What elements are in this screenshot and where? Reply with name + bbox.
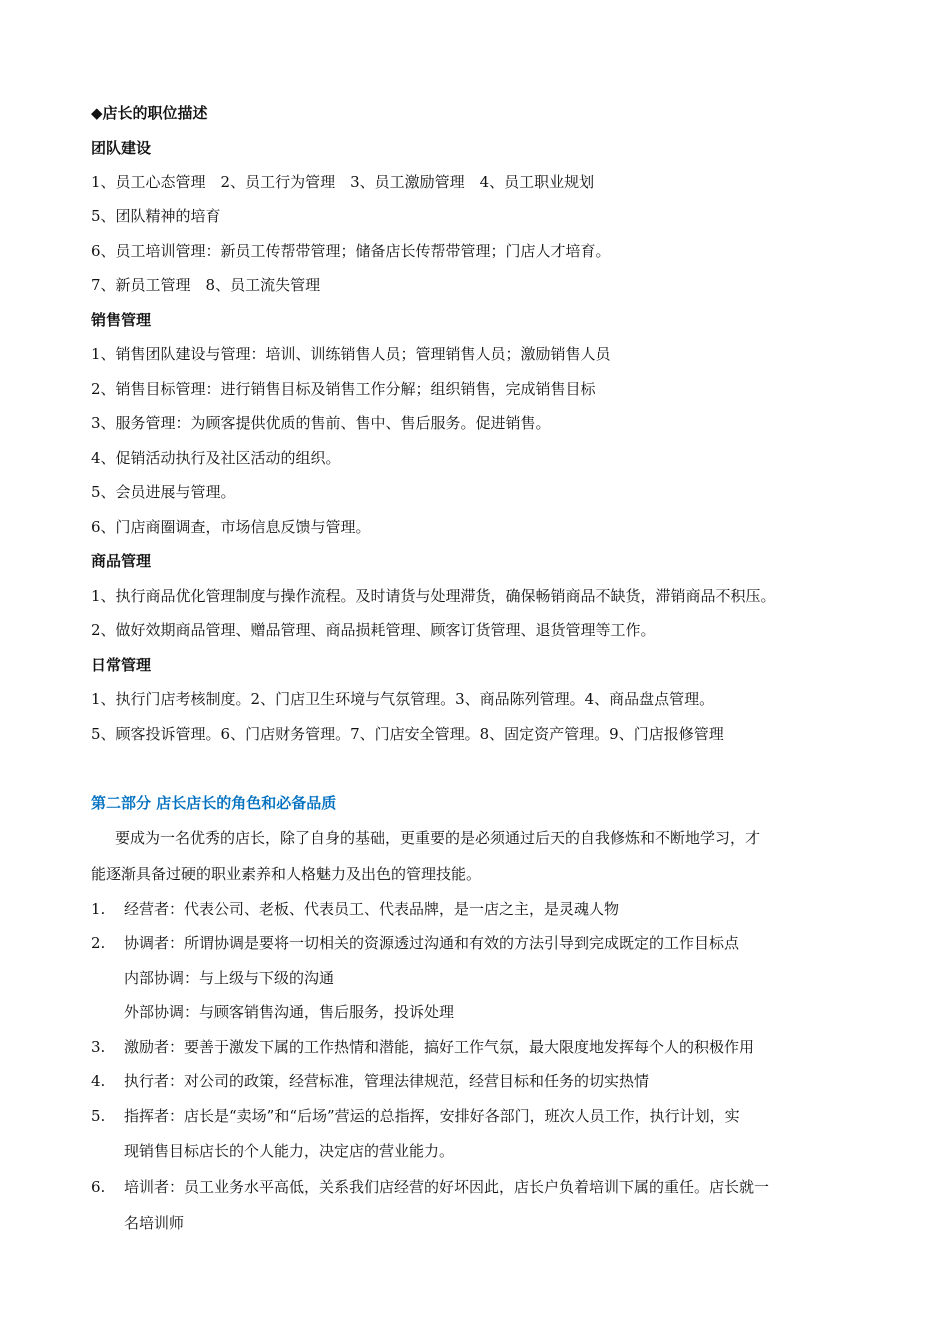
daily-line: 5、顾客投诉管理。6、门店财务管理。7、门店安全管理。8、固定资产管理。9、门店报修管理: [91, 725, 724, 743]
sales-line: 5、会员进展与管理。: [91, 483, 236, 501]
team-line: 7、新员工管理 8、员工流失管理: [91, 276, 321, 294]
goods-line: 2、做好效期商品管理、赠品管理、商品损耗管理、顾客订货管理、退货管理等工作。: [91, 621, 656, 639]
item-number: 1.: [91, 900, 106, 918]
item-line: 培训者：员工业务水平高低，关系我们店经营的好坏因此，店长户负着培训下属的重任。店长就一: [124, 1178, 770, 1196]
item-number: 5.: [91, 1107, 106, 1125]
intro-line: 能逐渐具备过硬的职业素养和人格魅力及出色的管理技能。: [91, 865, 482, 883]
job-description-title: ◆店长的职位描述: [91, 104, 208, 122]
item-subline: 外部协调：与顾客销售沟通，售后服务，投诉处理: [124, 1003, 455, 1021]
daily-line: 1、执行门店考核制度。2、门店卫生环境与气氛管理。3、商品陈列管理。4、商品盘点管理。: [91, 690, 715, 708]
item-number: 3.: [91, 1038, 106, 1056]
sales-line: 3、服务管理：为顾客提供优质的售前、售中、售后服务。促进销售。: [91, 414, 551, 432]
sales-line: 1、销售团队建设与管理：培训、训练销售人员；管理销售人员；激励销售人员: [91, 345, 611, 363]
daily-heading: 日常管理: [91, 656, 152, 674]
sales-line: 4、促销活动执行及社区活动的组织。: [91, 449, 341, 467]
item-line: 经营者：代表公司、老板、代表员工、代表品牌，是一店之主，是灵魂人物: [124, 900, 620, 918]
item-number: 4.: [91, 1072, 106, 1090]
item-line: 指挥者：店长是“卖场”和“后场”营运的总指挥，安排好各部门，班次人员工作，执行计划，实: [124, 1107, 740, 1125]
team-heading: 团队建设: [91, 139, 152, 157]
item-number: 2.: [91, 934, 106, 952]
item-line: 激励者：要善于激发下属的工作热情和潜能，搞好工作气氛，最大限度地发挥每个人的积极作用: [124, 1038, 755, 1056]
team-line: 1、员工心态管理 2、员工行为管理 3、员工激励管理 4、员工职业规划: [91, 173, 595, 191]
item-subline: 内部协调：与上级与下级的沟通: [124, 969, 335, 987]
item-line: 协调者：所谓协调是要将一切相关的资源透过沟通和有效的方法引导到完成既定的工作目标点: [124, 934, 740, 952]
goods-line: 1、执行商品优化管理制度与操作流程。及时请货与处理滞货，确保畅销商品不缺货，滞销商品不积压。: [91, 587, 776, 605]
part-two-title: 第二部分 店长店长的角色和必备品质: [91, 794, 337, 812]
item-line: 名培训师: [124, 1214, 185, 1232]
sales-line: 2、销售目标管理：进行销售目标及销售工作分解；组织销售，完成销售目标: [91, 380, 596, 398]
item-line: 执行者：对公司的政策，经营标准，管理法律规范，经营目标和任务的切实热情: [124, 1072, 650, 1090]
sales-line: 6、门店商圈调查，市场信息反馈与管理。: [91, 518, 371, 536]
item-line: 现销售目标店长的个人能力，决定店的营业能力。: [124, 1142, 455, 1160]
goods-heading: 商品管理: [91, 552, 152, 570]
sales-heading: 销售管理: [91, 311, 152, 329]
team-line: 5、团队精神的培育: [91, 207, 221, 225]
item-number: 6.: [91, 1178, 106, 1196]
intro-line: 要成为一名优秀的店长，除了自身的基础，更重要的是必须通过后天的自我修炼和不断地学习，才: [115, 829, 761, 847]
team-line: 6、员工培训管理：新员工传帮带管理；储备店长传帮带管理；门店人才培育。: [91, 242, 611, 260]
